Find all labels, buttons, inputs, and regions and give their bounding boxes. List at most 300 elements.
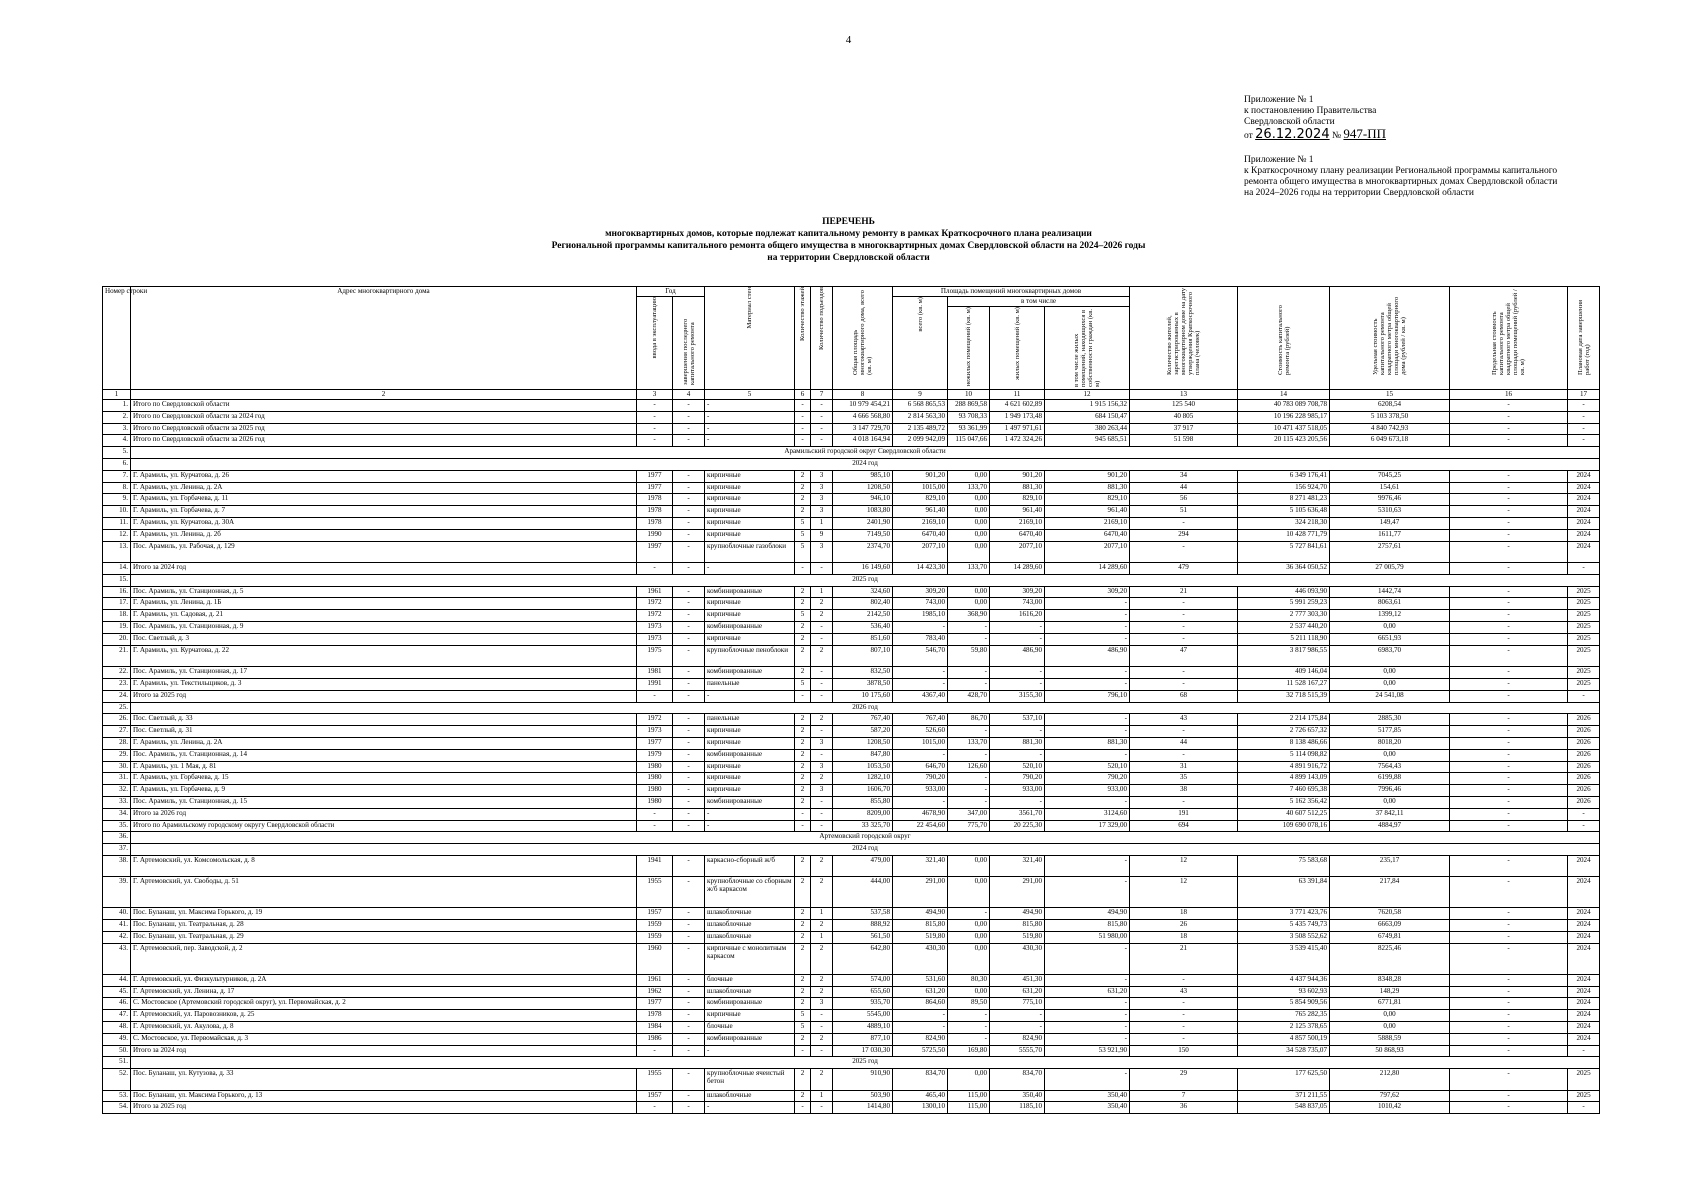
table-cell: 2 [795, 749, 811, 761]
table-cell: 824,90 [893, 1033, 948, 1045]
table-cell: 3 [811, 470, 833, 482]
table-cell: 4 840 742,93 [1330, 423, 1450, 435]
table-cell: 38 [1130, 785, 1238, 797]
table-cell: комбинированные [705, 998, 795, 1010]
table-cell: - [1450, 737, 1568, 749]
table-cell: 10 428 771,79 [1238, 529, 1330, 541]
table-cell: - [990, 678, 1045, 690]
table-cell: 6 568 865,53 [893, 400, 948, 412]
table-cell: - [811, 820, 833, 832]
table-cell: - [990, 726, 1045, 738]
table-cell: - [673, 877, 705, 908]
table-row [103, 633, 1600, 645]
table-cell: 2374,70 [833, 541, 893, 563]
table-cell: - [673, 820, 705, 832]
table-cell: - [1450, 529, 1568, 541]
table-cell: 536,40 [833, 622, 893, 634]
row-number: 43. [103, 943, 131, 974]
table-cell: - [1450, 1033, 1568, 1045]
table-cell: 3 147 729,70 [833, 423, 893, 435]
table-cell: 546,70 [893, 645, 948, 667]
table-cell: - [990, 749, 1045, 761]
table-cell: - [673, 1045, 705, 1057]
table-cell: - [811, 435, 833, 447]
table-cell: 2 [795, 598, 811, 610]
table-cell: 3878,50 [833, 678, 893, 690]
address-cell: Пос. Светлый, д. 33 [131, 714, 637, 726]
row-number: 47. [103, 1010, 131, 1022]
table-cell: 2077,10 [1045, 541, 1130, 563]
table-cell: 368,90 [948, 610, 990, 622]
column-number: 16 [1450, 390, 1568, 400]
table-cell: - [1045, 749, 1130, 761]
table-cell: - [637, 400, 673, 412]
table-cell: - [705, 1045, 795, 1057]
table-cell: - [705, 1102, 795, 1114]
number-label: № [1331, 131, 1342, 141]
table-cell: 2 [795, 943, 811, 974]
appendix-date-line [1244, 128, 1386, 142]
table-cell: 851,60 [833, 633, 893, 645]
table-cell: 2025 [1568, 667, 1600, 679]
table-cell: 2401,90 [833, 517, 893, 529]
table-cell: 350,40 [990, 1090, 1045, 1102]
table-cell: 1978 [637, 1010, 673, 1022]
table-cell: 126,60 [948, 761, 990, 773]
table-cell: - [637, 563, 673, 575]
table-cell: 1981 [637, 667, 673, 679]
row-number: 52. [103, 1069, 131, 1091]
address-cell: Пос. Арамиль, ул. Станционная, д. 15 [131, 796, 637, 808]
table-cell: 324,60 [833, 586, 893, 598]
row-number: 39. [103, 877, 131, 908]
table-cell: 0,00 [1330, 622, 1450, 634]
table-cell: - [811, 808, 833, 820]
table-cell: 1972 [637, 598, 673, 610]
table-cell: - [1130, 622, 1238, 634]
address-cell: Итого по Свердловской области за 2024 год [131, 411, 637, 423]
table-cell: 933,00 [990, 785, 1045, 797]
header-entrances: Количество подъездов [811, 287, 833, 390]
table-cell: комбинированные [705, 749, 795, 761]
table-cell: 430,30 [990, 943, 1045, 974]
row-number: 37. [103, 844, 131, 856]
table-cell: - [673, 1010, 705, 1022]
table-cell: 6470,40 [893, 529, 948, 541]
table-cell: - [673, 998, 705, 1010]
table-row [103, 832, 1600, 844]
row-number: 31. [103, 773, 131, 785]
table-row [103, 1045, 1600, 1057]
header-year-last-repair: завершения последнего капитального ремонта [673, 297, 705, 390]
table-cell: - [1130, 726, 1238, 738]
table-cell: 17 329,00 [1045, 820, 1130, 832]
table-cell: - [811, 678, 833, 690]
row-number: 40. [103, 908, 131, 920]
table-cell: 2 [795, 931, 811, 943]
table-cell: 2024 [1568, 974, 1600, 986]
table-cell: - [673, 986, 705, 998]
row-number: 24. [103, 690, 131, 702]
row-number: 4. [103, 435, 131, 447]
table-cell: 2024 [1568, 470, 1600, 482]
table-cell: - [1450, 974, 1568, 986]
table-cell: 797,62 [1330, 1090, 1450, 1102]
table-cell: 10 471 437 518,05 [1238, 423, 1330, 435]
table-cell: - [705, 411, 795, 423]
address-cell: Г. Арамиль, ул. Ленина, д. 2б [131, 529, 637, 541]
table-cell: 933,00 [893, 785, 948, 797]
table-cell: 2 [795, 1033, 811, 1045]
table-cell: 1414,80 [833, 1102, 893, 1114]
table-cell: кирпичные [705, 761, 795, 773]
address-cell: Г. Арамиль, ул. Ленина, д. 2А [131, 482, 637, 494]
table-cell: 829,10 [893, 494, 948, 506]
table-cell: - [673, 1021, 705, 1033]
row-number: 41. [103, 920, 131, 932]
table-row [103, 1033, 1600, 1045]
table-cell: 855,80 [833, 796, 893, 808]
header-floors: Количество этажей [795, 287, 811, 390]
address-cell: Пос. Светлый, д. 3 [131, 633, 637, 645]
table-cell: 881,30 [990, 737, 1045, 749]
table-cell: каркасно-сборный ж/б [705, 855, 795, 877]
table-cell: 2 [795, 645, 811, 667]
column-number: 4 [673, 390, 705, 400]
table-cell: 3 [811, 785, 833, 797]
table-cell: 8018,20 [1330, 737, 1450, 749]
table-cell: 2026 [1568, 726, 1600, 738]
table-cell: - [673, 943, 705, 974]
table-cell: 47 [1130, 645, 1238, 667]
table-cell: - [673, 423, 705, 435]
table-cell: 294 [1130, 529, 1238, 541]
row-number: 46. [103, 998, 131, 1010]
table-cell: 4 899 143,09 [1238, 773, 1330, 785]
table-cell: 961,40 [990, 506, 1045, 518]
table-cell: 2 [795, 622, 811, 634]
table-cell: - [673, 931, 705, 943]
table-cell: 1972 [637, 610, 673, 622]
table-cell: 8063,61 [1330, 598, 1450, 610]
table-cell: 0,00 [948, 470, 990, 482]
table-cell: 3 539 415,40 [1238, 943, 1330, 974]
table-cell: 133,70 [948, 737, 990, 749]
table-cell: 3561,70 [990, 808, 1045, 820]
table-cell: 1997 [637, 541, 673, 563]
table-cell: 451,30 [990, 974, 1045, 986]
table-cell: 802,40 [833, 598, 893, 610]
table-cell: 2 [811, 645, 833, 667]
table-cell: 4889,10 [833, 1021, 893, 1033]
table-cell: 520,10 [990, 761, 1045, 773]
table-cell: 2025 [1568, 610, 1600, 622]
table-cell: - [1045, 726, 1130, 738]
table-cell: 5 [795, 1021, 811, 1033]
table-cell: 2026 [1568, 714, 1600, 726]
table-cell: 2169,10 [893, 517, 948, 529]
table-cell: 1990 [637, 529, 673, 541]
address-cell: Пос. Арамиль, ул. Станционная, д. 9 [131, 622, 637, 634]
column-number: 12 [1045, 390, 1130, 400]
table-cell: 6983,70 [1330, 645, 1450, 667]
table-cell: 1980 [637, 761, 673, 773]
table-cell: - [1045, 943, 1130, 974]
table-cell: 2 [795, 506, 811, 518]
table-cell: 8 271 481,23 [1238, 494, 1330, 506]
header-address: Адрес многоквартирного дома [131, 287, 637, 390]
row-number: 2. [103, 411, 131, 423]
table-cell: 0,00 [1330, 1010, 1450, 1022]
table-row [103, 877, 1600, 908]
table-cell: 933,00 [1045, 785, 1130, 797]
table-cell: - [1450, 400, 1568, 412]
table-cell: 7996,46 [1330, 785, 1450, 797]
appendix-line: к постановлению Правительства [1244, 106, 1377, 116]
table-cell: шлакоблочные [705, 931, 795, 943]
table-cell: - [1450, 645, 1568, 667]
address-cell: Итого по Свердловской области за 2025 год [131, 423, 637, 435]
table-cell: 5555,70 [990, 1045, 1045, 1057]
table-cell: - [673, 761, 705, 773]
table-cell: - [1130, 796, 1238, 808]
table-cell: - [673, 920, 705, 932]
table-cell: - [990, 633, 1045, 645]
table-cell: 350,40 [1045, 1090, 1130, 1102]
table-cell: 775,10 [990, 998, 1045, 1010]
table-cell: - [1130, 598, 1238, 610]
table-cell: 133,70 [948, 563, 990, 575]
table-cell: - [673, 517, 705, 529]
row-number: 38. [103, 855, 131, 877]
header-planned-date: Плановая дата завершения работ (год) [1568, 287, 1600, 390]
table-cell: - [1450, 690, 1568, 702]
table-cell: 479 [1130, 563, 1238, 575]
table-cell: 1984 [637, 1021, 673, 1033]
table-cell: 526,60 [893, 726, 948, 738]
address-cell: Итого по Свердловской области за 2026 год [131, 435, 637, 447]
table-cell: 2025 [1568, 678, 1600, 690]
table-cell: 1961 [637, 974, 673, 986]
table-cell: 631,20 [1045, 986, 1130, 998]
table-cell: 154,61 [1330, 482, 1450, 494]
table-cell: 2 [795, 761, 811, 773]
table-cell: 4367,40 [893, 690, 948, 702]
table-cell: шлакоблочные [705, 908, 795, 920]
table-cell: 2026 [1568, 796, 1600, 808]
table-cell: - [1045, 610, 1130, 622]
address-cell: Г. Арамиль, ул. Курчатова, д. 30А [131, 517, 637, 529]
table-cell: 4 437 944,36 [1238, 974, 1330, 986]
table-cell: 2024 [1568, 1021, 1600, 1033]
table-cell: 901,20 [893, 470, 948, 482]
table-cell: 815,80 [893, 920, 948, 932]
table-row [103, 1021, 1600, 1033]
table-cell: 1975 [637, 645, 673, 667]
table-cell: 0,00 [1330, 1021, 1450, 1033]
table-cell: 5 211 118,90 [1238, 633, 1330, 645]
row-number: 32. [103, 785, 131, 797]
table-cell: 2024 [1568, 877, 1600, 908]
appendix-line: Приложение № 1 [1244, 95, 1314, 105]
table-cell: - [948, 773, 990, 785]
table-cell: 2025 [1568, 1090, 1600, 1102]
table-cell: - [673, 974, 705, 986]
table-cell: 5545,00 [833, 1010, 893, 1022]
appendix-line: ремонта общего имущества в многоквартирных домах Свердловской области [1244, 177, 1558, 187]
table-cell: 1972 [637, 714, 673, 726]
table-cell: - [948, 1010, 990, 1022]
table-cell: 961,40 [1045, 506, 1130, 518]
table-cell: 68 [1130, 690, 1238, 702]
table-cell: 881,30 [1045, 482, 1130, 494]
table-cell: 34 [1130, 470, 1238, 482]
table-cell: кирпичные [705, 737, 795, 749]
table-cell: - [811, 423, 833, 435]
column-number: 5 [705, 390, 795, 400]
table-cell: 3 [811, 998, 833, 1010]
table-cell: - [637, 808, 673, 820]
table-cell: 1010,42 [1330, 1102, 1450, 1114]
table-cell: - [1450, 943, 1568, 974]
table-cell: 40 783 089 708,78 [1238, 400, 1330, 412]
row-number: 42. [103, 931, 131, 943]
table-cell: 10 175,60 [833, 690, 893, 702]
address-cell: Пос. Буланаш, ул. Максима Горького, д. 13 [131, 1090, 637, 1102]
table-cell: 14 289,60 [1045, 563, 1130, 575]
table-cell: 815,80 [1045, 920, 1130, 932]
table-row [103, 737, 1600, 749]
table-cell: - [673, 622, 705, 634]
table-cell: 2024 [1568, 986, 1600, 998]
table-row [103, 920, 1600, 932]
table-cell: 6470,40 [990, 529, 1045, 541]
table-cell: - [795, 1045, 811, 1057]
table-cell: - [673, 796, 705, 808]
table-cell: - [1045, 998, 1130, 1010]
table-cell: 321,40 [893, 855, 948, 877]
table-cell: 2024 [1568, 920, 1600, 932]
table-cell: кирпичные [705, 506, 795, 518]
table-cell: - [705, 808, 795, 820]
table-row [103, 1010, 1600, 1022]
table-cell: - [1045, 1069, 1130, 1091]
table-cell: 1957 [637, 908, 673, 920]
table-cell: 1083,80 [833, 506, 893, 518]
row-number: 28. [103, 737, 131, 749]
table-row [103, 761, 1600, 773]
table-cell: 465,40 [893, 1090, 948, 1102]
table-cell: 1977 [637, 482, 673, 494]
table-cell: - [948, 726, 990, 738]
table-cell: 177 625,50 [1238, 1069, 1330, 1091]
table-row [103, 714, 1600, 726]
table-cell: - [705, 400, 795, 412]
row-number: 22. [103, 667, 131, 679]
row-number: 3. [103, 423, 131, 435]
table-cell: 125 540 [1130, 400, 1238, 412]
column-numbers-row [103, 390, 1600, 400]
table-cell: 2077,10 [893, 541, 948, 563]
address-cell: Пос. Буланаш, ул. Театральная, д. 29 [131, 931, 637, 943]
column-number: 2 [131, 390, 637, 400]
table-cell: 945 685,51 [1045, 435, 1130, 447]
table-cell: 2 [795, 1090, 811, 1102]
table-cell: 133,70 [948, 482, 990, 494]
table-cell: 5 103 378,50 [1330, 411, 1450, 423]
table-cell: 4 891 916,72 [1238, 761, 1330, 773]
table-cell: 1957 [637, 1090, 673, 1102]
table-cell: кирпичные [705, 610, 795, 622]
table-cell: 6208,54 [1330, 400, 1450, 412]
table-cell: 1978 [637, 517, 673, 529]
table-cell: - [1450, 1010, 1568, 1022]
table-cell: 5 991 259,23 [1238, 598, 1330, 610]
table-cell: 946,10 [833, 494, 893, 506]
column-number: 10 [948, 390, 990, 400]
row-number: 26. [103, 714, 131, 726]
table-cell: 2026 [1568, 773, 1600, 785]
table-cell: 5 [795, 541, 811, 563]
table-row [103, 447, 1600, 459]
table-cell: 531,60 [893, 974, 948, 986]
table-cell: 12 [1130, 855, 1238, 877]
table-cell: 51 980,00 [1045, 931, 1130, 943]
table-cell: - [795, 435, 811, 447]
table-cell: - [673, 1069, 705, 1091]
table-cell: кирпичные [705, 773, 795, 785]
table-cell: 519,80 [893, 931, 948, 943]
table-cell: 93 602,93 [1238, 986, 1330, 998]
table-cell: 5725,50 [893, 1045, 948, 1057]
table-cell: - [990, 622, 1045, 634]
table-cell: 291,00 [990, 877, 1045, 908]
table-cell: - [1130, 1010, 1238, 1022]
table-cell: 6749,81 [1330, 931, 1450, 943]
table-cell: 8 138 486,66 [1238, 737, 1330, 749]
header-premises-area: Площадь помещений многоквартирных домов [893, 287, 1130, 297]
table-cell: - [990, 1021, 1045, 1033]
table-cell: 35 [1130, 773, 1238, 785]
table-cell: 40 805 [1130, 411, 1238, 423]
table-cell: 0,00 [948, 541, 990, 563]
table-cell: 2024 [1568, 517, 1600, 529]
address-cell: Г. Артемовский, ул. Комсомольская, д. 8 [131, 855, 637, 877]
table-cell: 824,90 [990, 1033, 1045, 1045]
address-cell: С. Мостовское (Артемовский городской округ), ул. Первомайская, д. 2 [131, 998, 637, 1010]
appendix-line: Приложение № 1 [1244, 155, 1314, 165]
table-cell: 9976,46 [1330, 494, 1450, 506]
table-row [103, 773, 1600, 785]
table-cell: 1960 [637, 943, 673, 974]
table-cell: 14 289,60 [990, 563, 1045, 575]
table-cell: - [948, 1021, 990, 1033]
table-cell: 2 [811, 773, 833, 785]
table-cell: 309,20 [1045, 586, 1130, 598]
table-row [103, 470, 1600, 482]
table-cell: 486,90 [1045, 645, 1130, 667]
table-cell: 0,00 [948, 586, 990, 598]
table-cell: 5 727 841,61 [1238, 541, 1330, 563]
table-cell: 37 842,11 [1330, 808, 1450, 820]
table-cell: 1 [811, 517, 833, 529]
table-cell: - [673, 586, 705, 598]
table-cell: 881,30 [1045, 737, 1130, 749]
address-cell: Г. Артемовский, ул. Ленина, д. 17 [131, 986, 637, 998]
table-cell: - [1450, 796, 1568, 808]
table-cell: 291,00 [893, 877, 948, 908]
table-cell: 574,00 [833, 974, 893, 986]
